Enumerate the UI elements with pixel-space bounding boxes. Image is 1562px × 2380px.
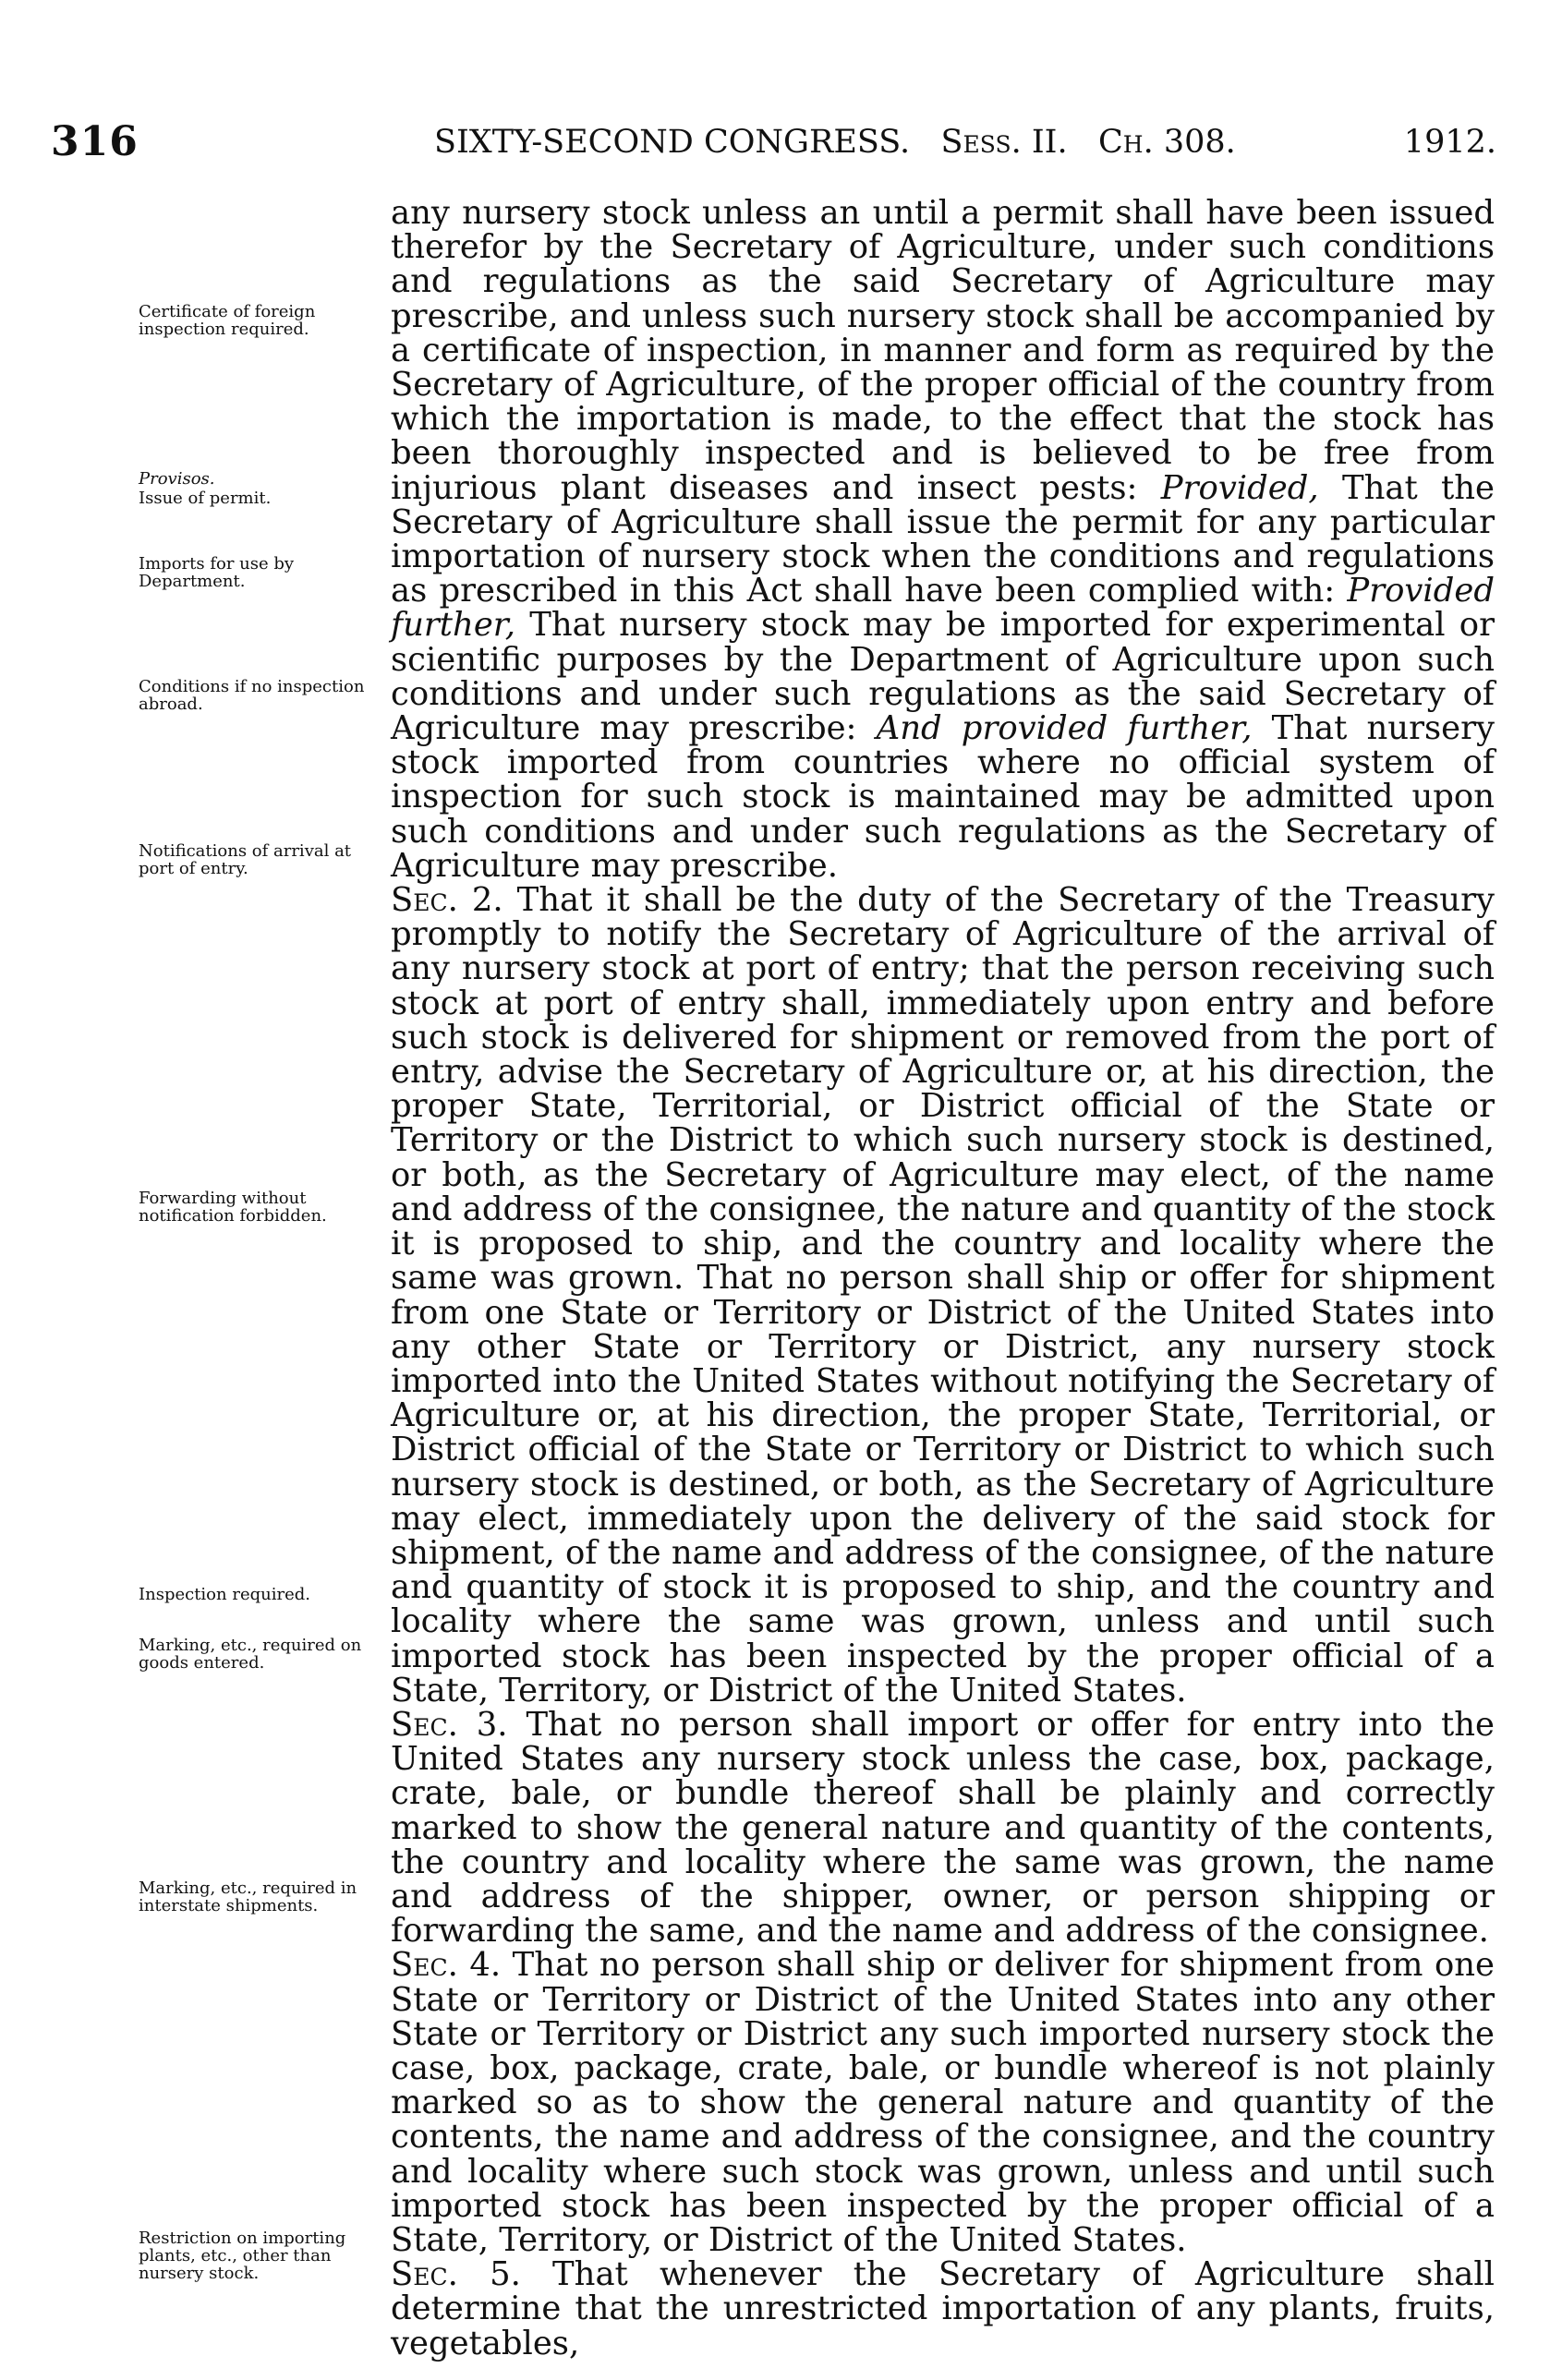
running-head <box>434 124 1236 161</box>
proviso-term: Provided, <box>1160 468 1319 507</box>
text-run: That whenever the Secretary of Agriculture shall determine that the unrestricted importation of any plants, fruits, vegetables, <box>391 2255 1495 2362</box>
section-2 <box>391 883 1495 1708</box>
margin-note: Conditions if no inspection abroad. <box>139 677 365 714</box>
section-label: Sec. 2. <box>391 881 503 920</box>
paragraph-continued <box>391 196 1495 883</box>
statute-body <box>391 196 1495 2361</box>
page-number: 316 <box>51 118 139 165</box>
margin-note: Certificate of foreign inspection required. <box>139 302 316 339</box>
running-head-year: 1912. <box>1403 124 1496 161</box>
section-4 <box>391 1948 1495 2257</box>
text-run: That the Secretary of Agriculture shall issue the permit for any particular importation of nursery stock when the conditions and regulations as prescribed in this Act shall have been complied with: <box>391 468 1495 610</box>
running-head-session: Sess. II. <box>940 124 1068 161</box>
margin-note-provisos: Provisos. <box>139 469 215 489</box>
text-run: That nursery stock imported from countries where no official system of inspection for such stock is maintained may be admitted upon such conditions and under such regulations as the Secretary of Agriculture may prescribe. <box>391 709 1495 885</box>
text-run: That no person shall import or offer for entry into the United States any nursery stock unless the case, box, package, crate, bale, or bundle thereof shall be plainly and correctly marked to show the general nature and quantity of the contents, the country and locality where the same was grown, the name and address of the shipper, owner, or person shipping or forwarding the same, and the name and address of the consignee. <box>391 1705 1495 1951</box>
running-head-chapter: Ch. 308. <box>1098 124 1236 161</box>
section-label: Sec. 4. <box>391 1946 502 1985</box>
proviso-term: And provided further, <box>876 709 1253 748</box>
margin-note: Inspection required. <box>139 1585 310 1604</box>
section-3 <box>391 1705 1495 1951</box>
text-run: That it shall be the duty of the Secretary of the Treasury promptly to notify the Secretary of Agriculture of the arrival of any nursery stock at port of entry; that the person receiving such stock at port of entry shall, immediately upon entry and before such stock is delivered for shipment or removed from the port of entry, advise the Secretary of Agriculture or, at his direction, the proper State, Territorial, or District official of the State or Territory or the District to which such nursery stock is destined, or both, as the Secretary of Agriculture may elect, of the name and address of the consignee, the nature and quantity of the stock it is proposed to ship, and the country and locality where the same was grown. That no person shall ship or offer for shipment from one State or Territory or District of the United States into any other State or Territory or District, any nursery stock imported into the United States without notifying the Secretary of Agriculture or, at his direction, the proper State, Territorial, or District official of the State or Territory or District to which such nursery stock is destined, or both, as the Secretary of Agriculture may elect, immediately upon the delivery of the said stock for shipment, of the name and address of the consignee, of the nature and quantity of stock it is proposed to ship, and the country and locality where the same was grown, unless and until such imported stock has been inspected by the proper official of a State, Territory, or District of the United States. <box>391 881 1495 1709</box>
page-header <box>51 118 1496 174</box>
proviso-term: Provided further, <box>391 572 1495 645</box>
margin-note: Imports for use by Department. <box>139 554 295 591</box>
text-run: any nursery stock unless an until a permit shall have been issued therefor by the Secretary of Agriculture, under such conditions and regulations as the said Secretary of Agriculture may prescribe, and unless such nursery stock shall be accompanied by a certificate of inspection, in manner and form as required by the Secretary of Agriculture, of the proper official of the country from which the importation is made, to the effect that the stock has been thoroughly inspected and is believed to be free from injurious plant diseases and insect pests: <box>391 194 1495 507</box>
section-label: Sec. 3. <box>391 1705 508 1744</box>
text-run: That nursery stock may be imported for experimental or scientific purposes by the Department of Agriculture upon such conditions and under such regulations as the said Secretary of Agriculture may prescribe: <box>391 606 1495 748</box>
section-label: Sec. 5. <box>391 2255 521 2294</box>
margin-note: Marking, etc., required on goods entered. <box>139 1636 362 1673</box>
margin-note: Issue of permit. <box>139 489 272 508</box>
margin-note: Restriction on importing plants, etc., other than nursery stock. <box>139 2229 346 2283</box>
running-head-congress: SIXTY-SECOND CONGRESS. <box>434 124 911 161</box>
margin-note: Marking, etc., required in interstate shipments. <box>139 1879 357 1915</box>
margin-note: Forwarding without notification forbidden. <box>139 1189 327 1226</box>
text-run: That no person shall ship or deliver for shipment from one State or Territory or District of the United States into any other State or Territory or District any such imported nursery stock the case, box, package, crate, bale, or bundle whereof is not plainly marked so as to show the general nature and quantity of the contents, the name and address of the consignee, and the country and locality where such stock was grown, unless and until such imported stock has been inspected by the proper official of a State, Territory, or District of the United States. <box>391 1946 1495 2259</box>
margin-note: Notifications of arrival at port of entry. <box>139 841 352 878</box>
section-5 <box>391 2257 1495 2361</box>
